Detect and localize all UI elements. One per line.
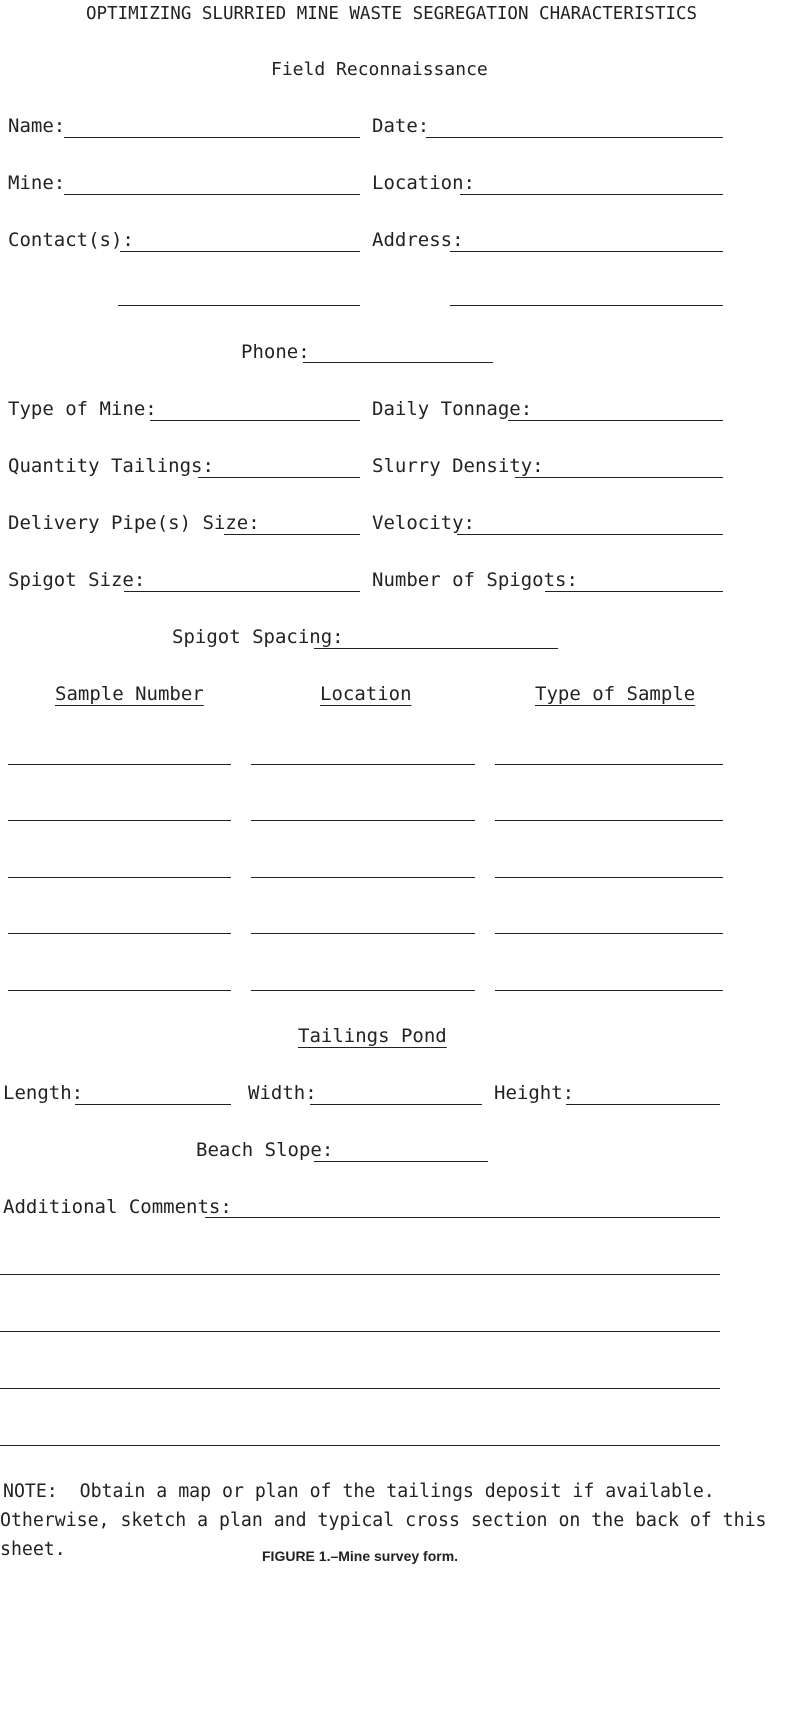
additional-comments-label: Additional Comments: <box>3 1196 232 1218</box>
sample-type-line[interactable] <box>495 877 723 878</box>
contacts-label: Contact(s): <box>8 229 134 251</box>
date-field[interactable] <box>426 137 723 138</box>
length-field[interactable] <box>75 1104 231 1105</box>
sample-location-line[interactable] <box>251 990 475 991</box>
spigot-size-label: Spigot Size: <box>8 569 146 591</box>
comments-line[interactable] <box>0 1331 720 1332</box>
name-label: Name: <box>8 115 66 137</box>
spigot-spacing-field[interactable] <box>314 648 558 649</box>
daily-tonnage-field[interactable] <box>508 420 723 421</box>
sample-type-line[interactable] <box>495 990 723 991</box>
velocity-label: Velocity: <box>372 512 475 534</box>
phone-label: Phone: <box>241 341 310 363</box>
delivery-pipe-field[interactable] <box>224 534 360 535</box>
slurry-density-field[interactable] <box>515 477 723 478</box>
sample-type-line[interactable] <box>495 820 723 821</box>
note-line-2: Otherwise, sketch a plan and typical cross section on the back of this <box>0 1510 767 1531</box>
length-label: Length: <box>3 1082 84 1104</box>
quantity-tailings-field[interactable] <box>198 477 360 478</box>
width-label: Width: <box>248 1082 317 1104</box>
sample-number-line[interactable] <box>8 933 231 934</box>
sample-location-line[interactable] <box>251 877 475 878</box>
tailings-pond-heading: Tailings Pond <box>298 1025 447 1047</box>
form-subtitle: Field Reconnaissance <box>271 59 488 80</box>
comments-line[interactable] <box>0 1445 720 1446</box>
height-label: Height: <box>494 1082 575 1104</box>
height-field[interactable] <box>566 1104 720 1105</box>
width-field[interactable] <box>310 1104 482 1105</box>
spigot-spacing-label: Spigot Spacing: <box>172 626 344 648</box>
quantity-tailings-label: Quantity Tailings: <box>8 455 214 477</box>
location-field[interactable] <box>460 194 723 195</box>
sample-type-line[interactable] <box>495 764 723 765</box>
sample-number-line[interactable] <box>8 764 231 765</box>
sample-type-line[interactable] <box>495 933 723 934</box>
daily-tonnage-label: Daily Tonnage: <box>372 398 533 420</box>
note-line-1: NOTE: Obtain a map or plan of the tailings deposit if available. <box>3 1481 715 1502</box>
delivery-pipe-label: Delivery Pipe(s) Size: <box>8 512 260 534</box>
date-label: Date: <box>372 115 430 137</box>
mine-label: Mine: <box>8 172 66 194</box>
sample-number-line[interactable] <box>8 877 231 878</box>
velocity-field[interactable] <box>457 534 723 535</box>
sample-number-header: Sample Number <box>55 683 204 705</box>
contacts-field[interactable] <box>120 251 360 252</box>
location-label: Location: <box>372 172 475 194</box>
phone-field[interactable] <box>303 362 493 363</box>
number-of-spigots-field[interactable] <box>545 591 723 592</box>
type-of-mine-label: Type of Mine: <box>8 398 157 420</box>
additional-comments-field[interactable] <box>205 1217 720 1218</box>
sample-number-line[interactable] <box>8 820 231 821</box>
type-of-mine-field[interactable] <box>150 420 360 421</box>
comments-line[interactable] <box>0 1388 720 1389</box>
address-field[interactable] <box>450 251 723 252</box>
location-header: Location <box>320 683 412 705</box>
sample-location-line[interactable] <box>251 764 475 765</box>
comments-line[interactable] <box>0 1274 720 1275</box>
number-of-spigots-label: Number of Spigots: <box>372 569 578 591</box>
beach-slope-label: Beach Slope: <box>196 1139 334 1161</box>
slurry-density-label: Slurry Density: <box>372 455 544 477</box>
sample-location-line[interactable] <box>251 820 475 821</box>
note-line-3: sheet. <box>0 1539 66 1560</box>
sample-location-line[interactable] <box>251 933 475 934</box>
figure-caption: FIGURE 1.–Mine survey form. <box>262 1548 459 1564</box>
spigot-size-field[interactable] <box>124 591 360 592</box>
beach-slope-field[interactable] <box>314 1161 488 1162</box>
form-title: OPTIMIZING SLURRIED MINE WASTE SEGREGATION CHARACTERISTICS <box>86 4 698 24</box>
sample-number-line[interactable] <box>8 990 231 991</box>
name-field[interactable] <box>64 137 360 138</box>
address-label: Address: <box>372 229 464 251</box>
contacts-field-line-2[interactable] <box>118 305 360 306</box>
type-of-sample-header: Type of Sample <box>535 683 696 705</box>
address-field-line-2[interactable] <box>450 305 723 306</box>
mine-field[interactable] <box>64 194 360 195</box>
